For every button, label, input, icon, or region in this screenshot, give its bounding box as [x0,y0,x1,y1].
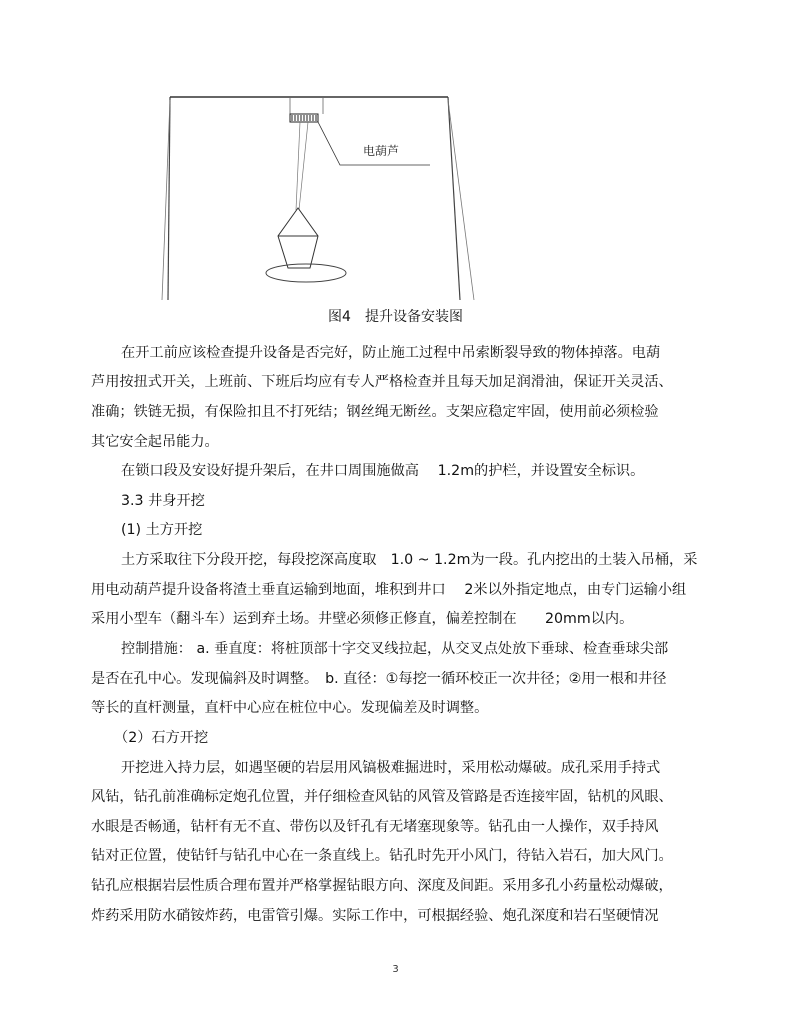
hoist-label: 电葫芦 [363,144,400,158]
hoist-installation-figure [0,0,791,300]
text-line: 是否在孔中心。发现偏斜及时调整。 b. 直径：①每挖一循环校正一次井径；②用一根和井径 [91,671,667,687]
text-line: 等长的直杆测量，直杆中心应在桩位中心。发现偏差及时调整。 [91,700,489,716]
text-line: 钻对正位置，使钻钎与钻孔中心在一条直线上。钻孔时先开小风门，待钻入岩石，加大风门。 [91,848,673,864]
page-number: 3 [392,964,399,975]
text-line: 芦用按扭式开关，上班前、下班后均应有专人严格检查并且每天加足润滑油，保证开关灵活、 [91,374,673,390]
text-line: 炸药采用防水硝铵炸药，电雷管引爆。实际工作中，可根据经验、炮孔深度和岩石坚硬情况 [91,908,659,924]
right-support-leg [448,97,460,300]
text-line: 采用小型车（翻斗车）运到弃土场。井壁必须修正修直，偏差控制在 20mm以内。 [91,611,634,627]
lifting-bucket [278,208,318,268]
subsection-heading: （2）石方开挖 [114,730,209,746]
text-line: 钻孔应根据岩层性质合理布置并严格掌握钻眼方向、深度及间距。采用多孔小药量松动爆破， [91,878,673,894]
text-line: 控制措施： a. 垂直度：将桩顶部十字交叉线拉起，从交叉点处放下垂球、检查垂球尖部 [121,641,669,657]
figure-caption: 图4 提升设备安装图 [328,309,463,325]
text-line: 在开工前应该检查提升设备是否完好，防止施工过程中吊索断裂导致的物体掉落。电葫 [121,345,661,361]
text-line: 开挖进入持力层，如遇坚硬的岩层用风镐极难掘进时，采用松动爆破。成孔采用手持式 [121,760,661,776]
text-line: 土方采取往下分段开挖，每段挖深高度取 1.0 ~ 1.2m为一段。孔内挖出的土装入吊桶，采 [121,552,698,568]
text-line: 准确；铁链无损，有保险扣且不打死结；钢丝绳无断丝。支架应稳定牢固，使用前必须检验 [91,404,659,420]
text-line: 用电动葫芦提升设备将渣土垂直运输到地面，堆积到井口 2米以外指定地点，由专门运输小组 [91,582,687,598]
hoist-cable-right [299,122,308,210]
hoist-cable-left [296,122,300,210]
text-line: 在锁口段及安设好提升架后，在井口周围施做高 1.2m的护栏，并设置安全标识。 [121,463,645,479]
section-heading: 3.3 井身开挖 [121,493,205,509]
subsection-heading: (1) 土方开挖 [121,522,203,538]
text-line: 水眼是否畅通，钻杆有无不直、带伤以及钎孔有无堵塞现象等。钻孔由一人操作，双手持风 [91,819,659,835]
text-line: 其它安全起吊能力。 [91,434,219,450]
right-support-brace [448,100,474,300]
text-line: 风钻，钻孔前准确标定炮孔位置，并仔细检查风钻的风管及管路是否连接牢固，钻机的风眼、 [91,789,673,805]
